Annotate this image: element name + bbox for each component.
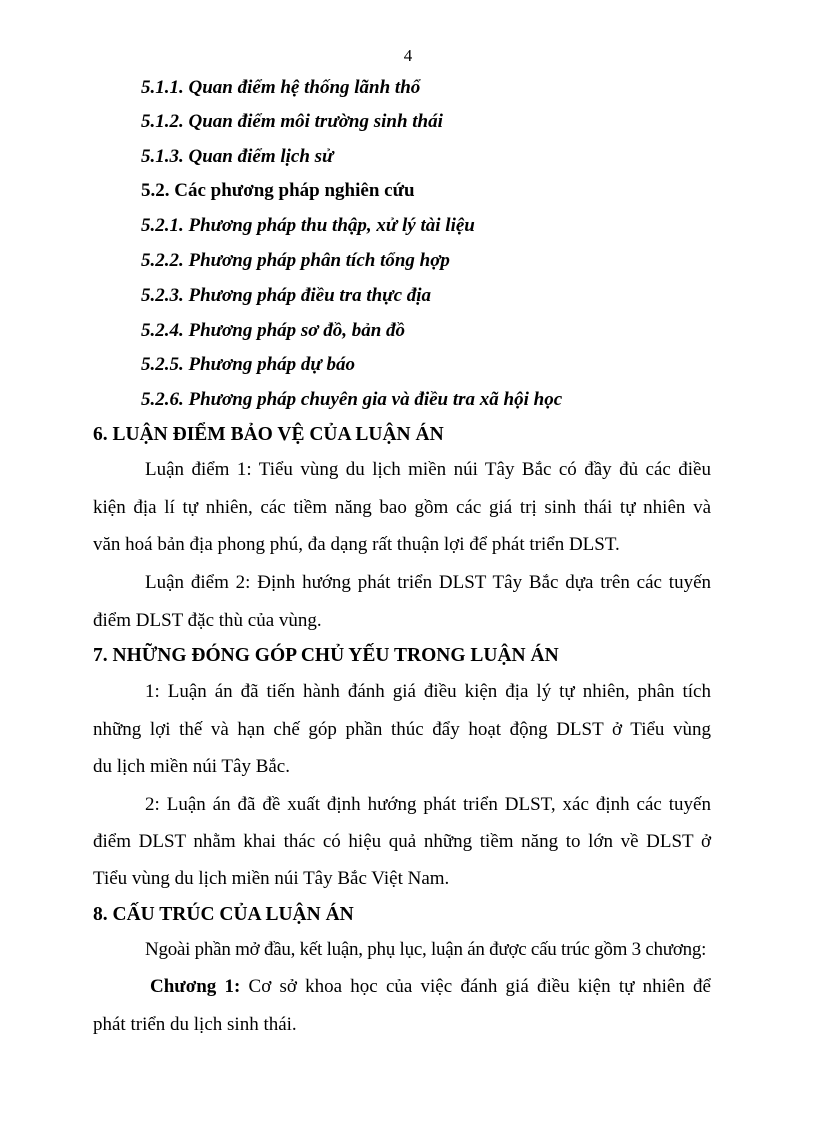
- subsection-5-2-6: 5.2.6. Phương pháp chuyên gia và điều tra xã hội học: [141, 389, 563, 410]
- subsection-5-2-3: 5.2.3. Phương pháp điều tra thực địa: [141, 285, 432, 306]
- chapter-1-line-1: [150, 975, 711, 999]
- heading-8: 8. CẤU TRÚC CỦA LUẬN ÁN: [93, 904, 354, 925]
- subsection-5-2-1: 5.2.1. Phương pháp thu thập, xử lý tài liệu: [141, 215, 475, 236]
- chapter-1-label: Chương 1:: [150, 976, 241, 997]
- section-5-2-heading: 5.2. Các phương pháp nghiên cứu: [141, 180, 415, 201]
- heading-7: 7. NHỮNG ĐÓNG GÓP CHỦ YẾU TRONG LUẬN ÁN: [93, 645, 559, 666]
- chapter-1-line-2: phát triển du lịch sinh thái.: [93, 1014, 297, 1035]
- thesis-2-line-1: Luận điểm 2: Định hướng phát triển DLST Tây Bắc dựa trên các tuyến: [145, 572, 711, 593]
- contribution-1-line-2: những lợi thế và hạn chế góp phần thúc đẩy hoạt động DLST ở Tiểu vùng: [93, 719, 711, 740]
- contribution-1-line-3: du lịch miền núi Tây Bắc.: [93, 756, 290, 777]
- chapter-1-title-start: Cơ sở khoa học của việc đánh giá điều kiện tự nhiên để: [240, 976, 711, 997]
- contribution-2-line-1: 2: Luận án đã đề xuất định hướng phát triển DLST, xác định các tuyến: [145, 794, 711, 815]
- subsection-5-1-1: 5.1.1. Quan điểm hệ thống lãnh thổ: [141, 77, 421, 98]
- subsection-5-2-4: 5.2.4. Phương pháp sơ đồ, bản đồ: [141, 320, 406, 341]
- subsection-5-2-5: 5.2.5. Phương pháp dự báo: [141, 354, 356, 375]
- thesis-1-line-2: kiện địa lí tự nhiên, các tiềm năng bao gồm các giá trị sinh thái tự nhiên và: [93, 497, 711, 518]
- contribution-2-line-2: điểm DLST nhằm khai thác có hiệu quả những tiềm năng to lớn về DLST ở: [93, 831, 711, 852]
- structure-intro: Ngoài phần mở đầu, kết luận, phụ lục, luận án được cấu trúc gồm 3 chương:: [145, 939, 707, 960]
- thesis-1-line-1: Luận điểm 1: Tiểu vùng du lịch miền núi Tây Bắc có đầy đủ các điều: [145, 459, 711, 480]
- heading-6: 6. LUẬN ĐIỂM BẢO VỆ CỦA LUẬN ÁN: [93, 424, 444, 445]
- page-number: 4: [403, 46, 413, 65]
- thesis-2-line-2: điểm DLST đặc thù của vùng.: [93, 610, 322, 631]
- subsection-5-2-2: 5.2.2. Phương pháp phân tích tổng hợp: [141, 250, 450, 271]
- contribution-1-line-1: 1: Luận án đã tiến hành đánh giá điều kiện địa lý tự nhiên, phân tích: [145, 681, 711, 702]
- subsection-5-1-3: 5.1.3. Quan điểm lịch sử: [141, 146, 334, 167]
- subsection-5-1-2: 5.1.2. Quan điểm môi trường sinh thái: [141, 111, 443, 132]
- contribution-2-line-3: Tiểu vùng du lịch miền núi Tây Bắc Việt Nam.: [93, 868, 450, 889]
- thesis-1-line-3: văn hoá bản địa phong phú, đa dạng rất thuận lợi để phát triển DLST.: [93, 534, 620, 555]
